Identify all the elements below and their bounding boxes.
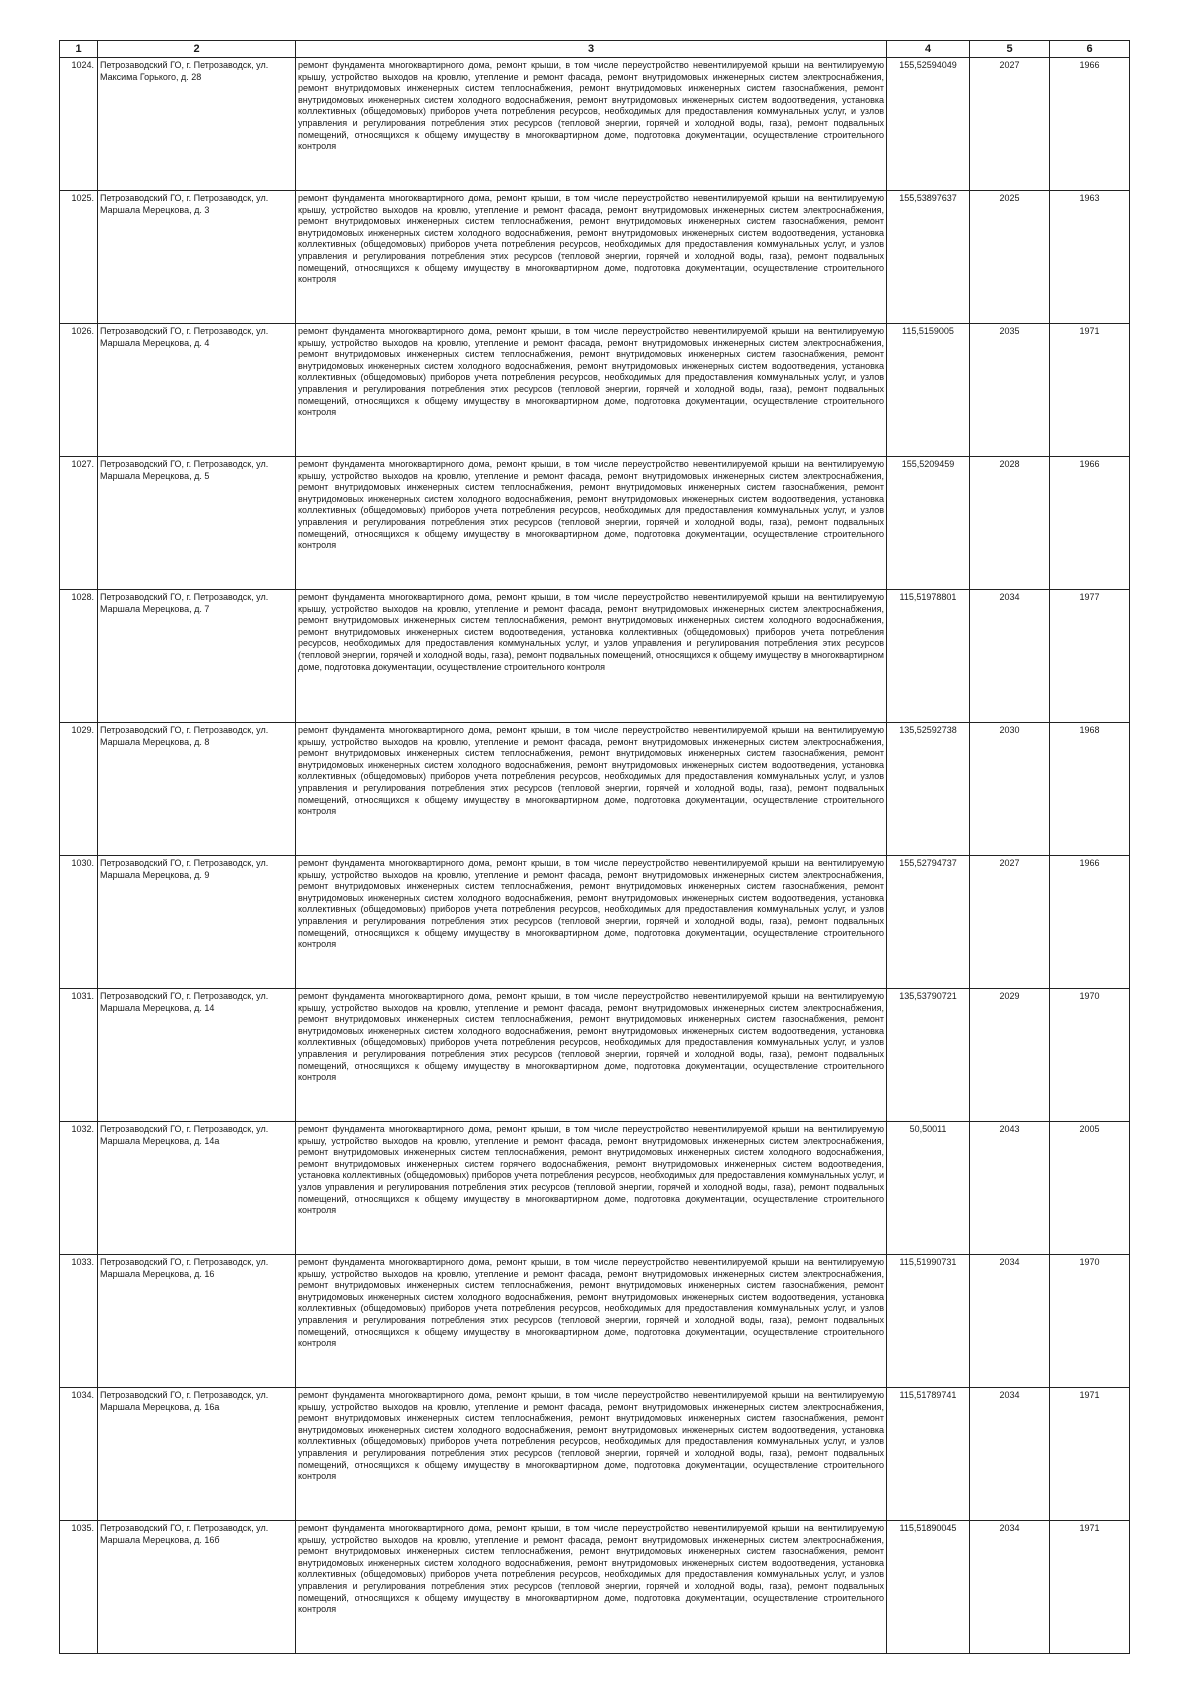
table-row [60, 856, 1130, 989]
row-year: 2027 [970, 856, 1050, 989]
row-year: 2025 [970, 191, 1050, 324]
row-address: Петрозаводский ГО, г. Петрозаводск, ул. Маршала Мерецкова, д. 16 [98, 1255, 296, 1388]
row-built-year: 1971 [1050, 1521, 1130, 1654]
row-works: ремонт фундамента многоквартирного дома, ремонт крыши, в том числе переустройство невентилируемой крыши на вентилируемую крышу, устройство выходов на кровлю, утепление и ремонт фасада, ремонт внутридомовых инженерных систем электроснабжения, ремонт внутридомовых инженерных систем теплоснабжения, ремонт внутридомовых инженерных систем холодного водоснабжения, ремонт внутридомовых инженерных систем горячего водоснабжения, ремонт внутридомовых инженерных систем водоотведения, установка коллективных (общедомовых) приборов учета потребления ресурсов, необходимых для предоставления коммунальных услуг, и узлов управления и регулирования потребления этих ресурсов (тепловой энергии, горячей и холодной воды, газа), ремонт подвальных помещений, относящихся к общему имуществу в многоквартирном доме, подготовка документации, осуществление строительного контроля [296, 1122, 887, 1255]
column-header: 5 [970, 41, 1050, 58]
row-built-year: 1966 [1050, 457, 1130, 590]
row-year: 2034 [970, 1255, 1050, 1388]
row-built-year: 1966 [1050, 856, 1130, 989]
row-address: Петрозаводский ГО, г. Петрозаводск, ул. Маршала Мерецкова, д. 16б [98, 1521, 296, 1654]
table-row [60, 590, 1130, 723]
table-row [60, 1521, 1130, 1654]
table-row [60, 1122, 1130, 1255]
column-header: 2 [98, 41, 296, 58]
row-number: 1033. [60, 1255, 98, 1388]
row-value: 155,52594049 [887, 58, 970, 191]
table-row [60, 324, 1130, 457]
row-works: ремонт фундамента многоквартирного дома, ремонт крыши, в том числе переустройство невентилируемой крыши на вентилируемую крышу, устройство выходов на кровлю, утепление и ремонт фасада, ремонт внутридомовых инженерных систем электроснабжения, ремонт внутридомовых инженерных систем теплоснабжения, ремонт внутридомовых инженерных систем газоснабжения, ремонт внутридомовых инженерных систем холодного водоснабжения, ремонт внутридомовых инженерных систем водоотведения, установка коллективных (общедомовых) приборов учета потребления ресурсов, необходимых для предоставления коммунальных услуг, и узлов управления и регулирования потребления этих ресурсов (тепловой энергии, горячей и холодной воды, газа), ремонт подвальных помещений, относящихся к общему имуществу в многоквартирном доме, подготовка документации, осуществление строительного контроля [296, 723, 887, 856]
row-works: ремонт фундамента многоквартирного дома, ремонт крыши, в том числе переустройство невентилируемой крыши на вентилируемую крышу, устройство выходов на кровлю, утепление и ремонт фасада, ремонт внутридомовых инженерных систем электроснабжения, ремонт внутридомовых инженерных систем теплоснабжения, ремонт внутридомовых инженерных систем газоснабжения, ремонт внутридомовых инженерных систем холодного водоснабжения, ремонт внутридомовых инженерных систем водоотведения, установка коллективных (общедомовых) приборов учета потребления ресурсов, необходимых для предоставления коммунальных услуг, и узлов управления и регулирования потребления этих ресурсов (тепловой энергии, горячей и холодной воды, газа), ремонт подвальных помещений, относящихся к общему имуществу в многоквартирном доме, подготовка документации, осуществление строительного контроля [296, 1521, 887, 1654]
row-value: 135,52592738 [887, 723, 970, 856]
row-built-year: 1977 [1050, 590, 1130, 723]
row-works: ремонт фундамента многоквартирного дома, ремонт крыши, в том числе переустройство невентилируемой крыши на вентилируемую крышу, устройство выходов на кровлю, утепление и ремонт фасада, ремонт внутридомовых инженерных систем электроснабжения, ремонт внутридомовых инженерных систем теплоснабжения, ремонт внутридомовых инженерных систем газоснабжения, ремонт внутридомовых инженерных систем холодного водоснабжения, ремонт внутридомовых инженерных систем водоотведения, установка коллективных (общедомовых) приборов учета потребления ресурсов, необходимых для предоставления коммунальных услуг, и узлов управления и регулирования потребления этих ресурсов (тепловой энергии, горячей и холодной воды, газа), ремонт подвальных помещений, относящихся к общему имуществу в многоквартирном доме, подготовка документации, осуществление строительного контроля [296, 58, 887, 191]
row-year: 2028 [970, 457, 1050, 590]
row-number: 1032. [60, 1122, 98, 1255]
row-built-year: 1971 [1050, 1388, 1130, 1521]
row-works: ремонт фундамента многоквартирного дома, ремонт крыши, в том числе переустройство невентилируемой крыши на вентилируемую крышу, устройство выходов на кровлю, утепление и ремонт фасада, ремонт внутридомовых инженерных систем электроснабжения, ремонт внутридомовых инженерных систем теплоснабжения, ремонт внутридомовых инженерных систем газоснабжения, ремонт внутридомовых инженерных систем холодного водоснабжения, ремонт внутридомовых инженерных систем водоотведения, установка коллективных (общедомовых) приборов учета потребления ресурсов, необходимых для предоставления коммунальных услуг, и узлов управления и регулирования потребления этих ресурсов (тепловой энергии, горячей и холодной воды, газа), ремонт подвальных помещений, относящихся к общему имуществу в многоквартирном доме, подготовка документации, осуществление строительного контроля [296, 324, 887, 457]
table-row [60, 457, 1130, 590]
row-value: 155,52794737 [887, 856, 970, 989]
row-year: 2027 [970, 58, 1050, 191]
row-value: 115,5159005 [887, 324, 970, 457]
row-built-year: 1963 [1050, 191, 1130, 324]
row-value: 155,5209459 [887, 457, 970, 590]
row-address: Петрозаводский ГО, г. Петрозаводск, ул. Маршала Мерецкова, д. 16а [98, 1388, 296, 1521]
table-row [60, 191, 1130, 324]
row-works: ремонт фундамента многоквартирного дома, ремонт крыши, в том числе переустройство невентилируемой крыши на вентилируемую крышу, устройство выходов на кровлю, утепление и ремонт фасада, ремонт внутридомовых инженерных систем электроснабжения, ремонт внутридомовых инженерных систем теплоснабжения, ремонт внутридомовых инженерных систем газоснабжения, ремонт внутридомовых инженерных систем холодного водоснабжения, ремонт внутридомовых инженерных систем водоотведения, установка коллективных (общедомовых) приборов учета потребления ресурсов, необходимых для предоставления коммунальных услуг, и узлов управления и регулирования потребления этих ресурсов (тепловой энергии, горячей и холодной воды, газа), ремонт подвальных помещений, относящихся к общему имуществу в многоквартирном доме, подготовка документации, осуществление строительного контроля [296, 856, 887, 989]
row-built-year: 1968 [1050, 723, 1130, 856]
row-value: 115,51990731 [887, 1255, 970, 1388]
row-number: 1031. [60, 989, 98, 1122]
row-value: 115,51789741 [887, 1388, 970, 1521]
table-body [60, 58, 1130, 1654]
row-number: 1028. [60, 590, 98, 723]
row-works: ремонт фундамента многоквартирного дома, ремонт крыши, в том числе переустройство невентилируемой крыши на вентилируемую крышу, устройство выходов на кровлю, утепление и ремонт фасада, ремонт внутридомовых инженерных систем электроснабжения, ремонт внутридомовых инженерных систем теплоснабжения, ремонт внутридомовых инженерных систем газоснабжения, ремонт внутридомовых инженерных систем холодного водоснабжения, ремонт внутридомовых инженерных систем водоотведения, установка коллективных (общедомовых) приборов учета потребления ресурсов, необходимых для предоставления коммунальных услуг, и узлов управления и регулирования потребления этих ресурсов (тепловой энергии, горячей и холодной воды, газа), ремонт подвальных помещений, относящихся к общему имуществу в многоквартирном доме, подготовка документации, осуществление строительного контроля [296, 1255, 887, 1388]
column-header: 1 [60, 41, 98, 58]
table-row [60, 723, 1130, 856]
table-row [60, 1255, 1130, 1388]
table-row [60, 1388, 1130, 1521]
row-number: 1024. [60, 58, 98, 191]
row-value: 135,53790721 [887, 989, 970, 1122]
row-built-year: 1966 [1050, 58, 1130, 191]
row-address: Петрозаводский ГО, г. Петрозаводск, ул. Маршала Мерецкова, д. 14 [98, 989, 296, 1122]
column-header: 4 [887, 41, 970, 58]
row-year: 2030 [970, 723, 1050, 856]
row-year: 2034 [970, 1388, 1050, 1521]
row-year: 2043 [970, 1122, 1050, 1255]
row-number: 1030. [60, 856, 98, 989]
row-works: ремонт фундамента многоквартирного дома, ремонт крыши, в том числе переустройство невентилируемой крыши на вентилируемую крышу, устройство выходов на кровлю, утепление и ремонт фасада, ремонт внутридомовых инженерных систем электроснабжения, ремонт внутридомовых инженерных систем теплоснабжения, ремонт внутридомовых инженерных систем холодного водоснабжения, ремонт внутридомовых инженерных систем водоотведения, установка коллективных (общедомовых) приборов учета потребления ресурсов, необходимых для предоставления коммунальных услуг, и узлов управления и регулирования потребления этих ресурсов (тепловой энергии, горячей и холодной воды, газа), ремонт подвальных помещений, относящихся к общему имуществу в многоквартирном доме, подготовка документации, осуществление строительного контроля [296, 590, 887, 723]
row-address: Петрозаводский ГО, г. Петрозаводск, ул. Маршала Мерецкова, д. 7 [98, 590, 296, 723]
row-year: 2029 [970, 989, 1050, 1122]
row-built-year: 1971 [1050, 324, 1130, 457]
row-works: ремонт фундамента многоквартирного дома, ремонт крыши, в том числе переустройство невентилируемой крыши на вентилируемую крышу, устройство выходов на кровлю, утепление и ремонт фасада, ремонт внутридомовых инженерных систем электроснабжения, ремонт внутридомовых инженерных систем теплоснабжения, ремонт внутридомовых инженерных систем газоснабжения, ремонт внутридомовых инженерных систем холодного водоснабжения, ремонт внутридомовых инженерных систем водоотведения, установка коллективных (общедомовых) приборов учета потребления ресурсов, необходимых для предоставления коммунальных услуг, и узлов управления и регулирования потребления этих ресурсов (тепловой энергии, горячей и холодной воды, газа), ремонт подвальных помещений, относящихся к общему имуществу в многоквартирном доме, подготовка документации, осуществление строительного контроля [296, 191, 887, 324]
row-number: 1025. [60, 191, 98, 324]
row-value: 50,50011 [887, 1122, 970, 1255]
register-table [59, 40, 1130, 1654]
row-value: 115,51978801 [887, 590, 970, 723]
row-built-year: 1970 [1050, 1255, 1130, 1388]
row-address: Петрозаводский ГО, г. Петрозаводск, ул. Маршала Мерецкова, д. 9 [98, 856, 296, 989]
row-built-year: 1970 [1050, 989, 1130, 1122]
row-value: 115,51890045 [887, 1521, 970, 1654]
row-number: 1026. [60, 324, 98, 457]
row-number: 1029. [60, 723, 98, 856]
row-address: Петрозаводский ГО, г. Петрозаводск, ул. Маршала Мерецкова, д. 14а [98, 1122, 296, 1255]
row-works: ремонт фундамента многоквартирного дома, ремонт крыши, в том числе переустройство невентилируемой крыши на вентилируемую крышу, устройство выходов на кровлю, утепление и ремонт фасада, ремонт внутридомовых инженерных систем электроснабжения, ремонт внутридомовых инженерных систем теплоснабжения, ремонт внутридомовых инженерных систем газоснабжения, ремонт внутридомовых инженерных систем холодного водоснабжения, ремонт внутридомовых инженерных систем водоотведения, установка коллективных (общедомовых) приборов учета потребления ресурсов, необходимых для предоставления коммунальных услуг, и узлов управления и регулирования потребления этих ресурсов (тепловой энергии, горячей и холодной воды, газа), ремонт подвальных помещений, относящихся к общему имуществу в многоквартирном доме, подготовка документации, осуществление строительного контроля [296, 457, 887, 590]
header-row [60, 41, 1130, 58]
row-value: 155,53897637 [887, 191, 970, 324]
row-number: 1034. [60, 1388, 98, 1521]
row-address: Петрозаводский ГО, г. Петрозаводск, ул. Маршала Мерецкова, д. 8 [98, 723, 296, 856]
row-built-year: 2005 [1050, 1122, 1130, 1255]
column-header: 6 [1050, 41, 1130, 58]
column-header: 3 [296, 41, 887, 58]
row-address: Петрозаводский ГО, г. Петрозаводск, ул. Маршала Мерецкова, д. 3 [98, 191, 296, 324]
row-address: Петрозаводский ГО, г. Петрозаводск, ул. Маршала Мерецкова, д. 4 [98, 324, 296, 457]
row-address: Петрозаводский ГО, г. Петрозаводск, ул. Максима Горького, д. 28 [98, 58, 296, 191]
row-works: ремонт фундамента многоквартирного дома, ремонт крыши, в том числе переустройство невентилируемой крыши на вентилируемую крышу, устройство выходов на кровлю, утепление и ремонт фасада, ремонт внутридомовых инженерных систем электроснабжения, ремонт внутридомовых инженерных систем теплоснабжения, ремонт внутридомовых инженерных систем газоснабжения, ремонт внутридомовых инженерных систем холодного водоснабжения, ремонт внутридомовых инженерных систем водоотведения, установка коллективных (общедомовых) приборов учета потребления ресурсов, необходимых для предоставления коммунальных услуг, и узлов управления и регулирования потребления этих ресурсов (тепловой энергии, горячей и холодной воды, газа), ремонт подвальных помещений, относящихся к общему имуществу в многоквартирном доме, подготовка документации, осуществление строительного контроля [296, 1388, 887, 1521]
table-row [60, 989, 1130, 1122]
table-row [60, 58, 1130, 191]
row-year: 2034 [970, 1521, 1050, 1654]
row-year: 2035 [970, 324, 1050, 457]
row-number: 1027. [60, 457, 98, 590]
row-year: 2034 [970, 590, 1050, 723]
row-number: 1035. [60, 1521, 98, 1654]
row-address: Петрозаводский ГО, г. Петрозаводск, ул. Маршала Мерецкова, д. 5 [98, 457, 296, 590]
row-works: ремонт фундамента многоквартирного дома, ремонт крыши, в том числе переустройство невентилируемой крыши на вентилируемую крышу, устройство выходов на кровлю, утепление и ремонт фасада, ремонт внутридомовых инженерных систем электроснабжения, ремонт внутридомовых инженерных систем теплоснабжения, ремонт внутридомовых инженерных систем газоснабжения, ремонт внутридомовых инженерных систем холодного водоснабжения, ремонт внутридомовых инженерных систем водоотведения, установка коллективных (общедомовых) приборов учета потребления ресурсов, необходимых для предоставления коммунальных услуг, и узлов управления и регулирования потребления этих ресурсов (тепловой энергии, горячей и холодной воды, газа), ремонт подвальных помещений, относящихся к общему имуществу в многоквартирном доме, подготовка документации, осуществление строительного контроля [296, 989, 887, 1122]
